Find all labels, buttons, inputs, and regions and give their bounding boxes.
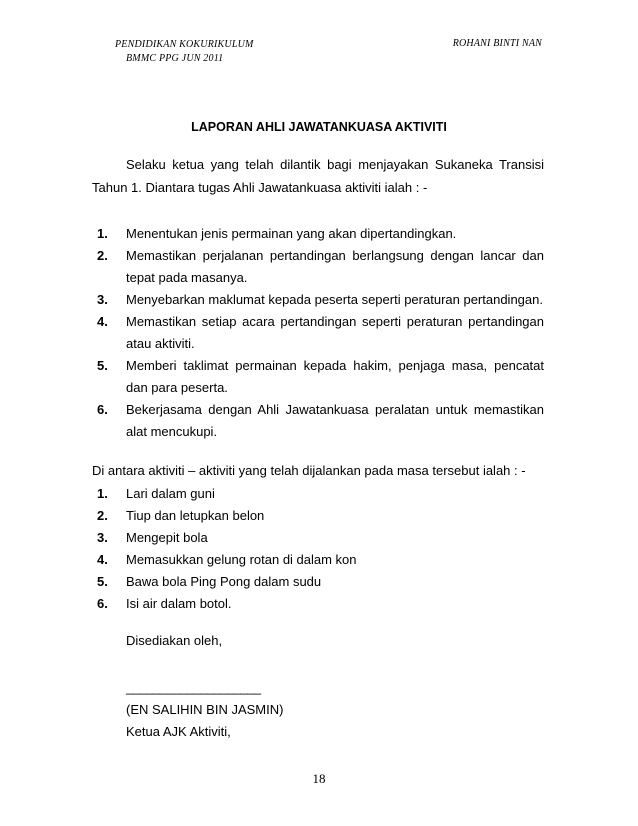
- header-left: [115, 38, 254, 66]
- list-item: [97, 399, 544, 443]
- header-author: ROHANI BINTI NAN: [452, 38, 542, 49]
- list-text: Memasukkan gelung rotan di dalam kon: [126, 552, 357, 567]
- list-number: 1.: [97, 486, 108, 501]
- signature-line: ____________________: [126, 680, 261, 695]
- list-item: [97, 483, 544, 505]
- intro-paragraph: Selaku ketua yang telah dilantik bagi menjayakan Sukaneka Transisi Tahun 1. Diantara tugas Ahli Jawatankuasa aktiviti ialah : -: [92, 157, 544, 195]
- prepared-by-label: Disediakan oleh,: [126, 633, 223, 648]
- list-text: Lari dalam guni: [126, 486, 215, 501]
- list-text: Memastikan setiap acara pertandingan seperti peraturan pertandingan atau aktiviti.: [126, 314, 544, 351]
- signatory-name: (EN SALIHIN BIN JASMIN): [126, 702, 284, 717]
- list-item: [97, 527, 544, 549]
- list-item: [97, 311, 544, 355]
- signatory-role: Ketua AJK Aktiviti,: [126, 724, 231, 739]
- list-number: 1.: [97, 226, 108, 241]
- list-number: 6.: [97, 402, 108, 417]
- list-item: [97, 223, 544, 245]
- list-number: 4.: [97, 314, 108, 329]
- list-number: 6.: [97, 596, 108, 611]
- activities-intro: Di antara aktiviti – aktiviti yang telah dijalankan pada masa tersebut ialah : -: [92, 463, 526, 478]
- list-text: Menyebarkan maklumat kepada peserta seperti peraturan pertandingan.: [126, 292, 543, 307]
- list-text: Mengepit bola: [126, 530, 208, 545]
- list-number: 2.: [97, 248, 108, 263]
- duties-list: [97, 223, 544, 443]
- list-number: 3.: [97, 530, 108, 545]
- list-number: 4.: [97, 552, 108, 567]
- document-title: LAPORAN AHLI JAWATANKUASA AKTIVITI: [191, 120, 447, 134]
- list-text: Tiup dan letupkan belon: [126, 508, 265, 523]
- list-item: [97, 593, 544, 615]
- list-text: Memberi taklimat permainan kepada hakim, penjaga masa, pencatat dan para peserta.: [126, 358, 544, 395]
- list-number: 3.: [97, 292, 108, 307]
- list-text: Menentukan jenis permainan yang akan dipertandingkan.: [126, 226, 457, 241]
- list-text: Bekerjasama dengan Ahli Jawatankuasa peralatan untuk memastikan alat mencukupi.: [126, 402, 544, 439]
- list-text: Isi air dalam botol.: [126, 596, 232, 611]
- page-number: 18: [312, 771, 326, 786]
- list-number: 5.: [97, 574, 108, 589]
- list-item: [97, 355, 544, 399]
- list-number: 2.: [97, 508, 108, 523]
- list-text: Bawa bola Ping Pong dalam sudu: [126, 574, 322, 589]
- header-course: PENDIDIKAN KOKURIKULUM: [115, 39, 254, 50]
- header-programme: BMMC PPG JUN 2011: [126, 53, 224, 64]
- list-number: 5.: [97, 358, 108, 373]
- list-item: [97, 245, 544, 289]
- list-text: Memastikan perjalanan pertandingan berlangsung dengan lancar dan tepat pada masanya.: [126, 248, 544, 285]
- list-item: [97, 549, 544, 571]
- list-item: [97, 571, 544, 593]
- list-item: [97, 505, 544, 527]
- list-item: [97, 289, 544, 311]
- activities-list: [97, 483, 544, 615]
